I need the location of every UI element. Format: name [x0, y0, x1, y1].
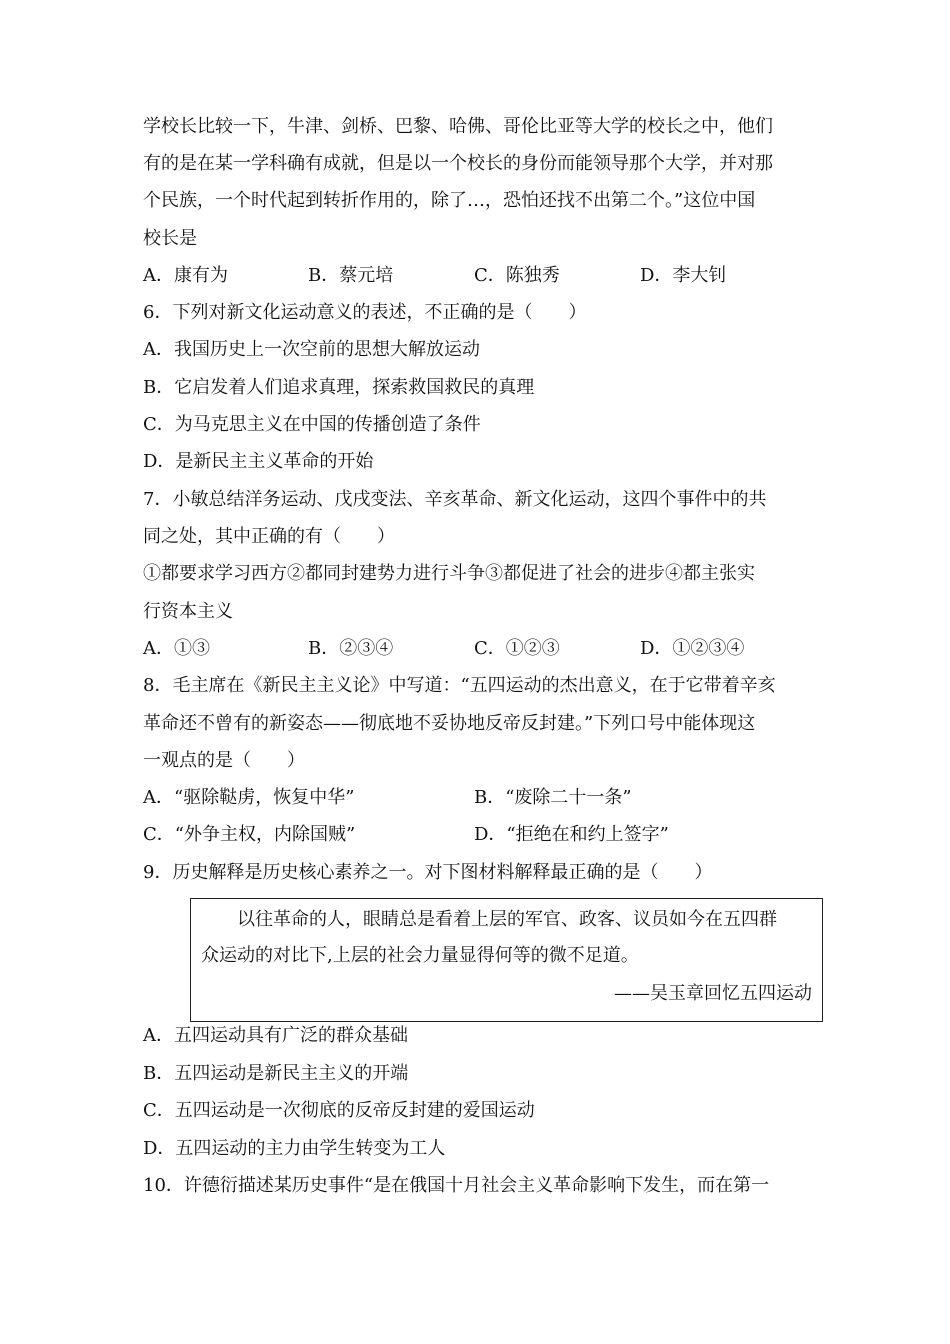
- q5-stem-line-2: 有的是在某一学科确有成就，但是以一个校长的身份而能领导那个大学，并对那: [143, 153, 773, 174]
- q9-quote-line-1: 以往革命的人，眼睛总是看着上层的军官、政客、议员如今在五四群: [237, 909, 777, 930]
- q8-option-d: D．“拒绝在和约上签字”: [474, 824, 669, 845]
- q5-option-a: A．康有为: [143, 265, 228, 286]
- q5-stem-line-4: 校长是: [143, 228, 197, 249]
- q9-option-d: D．五四运动的主力由学生转变为工人: [143, 1138, 446, 1159]
- q6-option-b: B．它启发着人们追求真理，探索救国救民的真理: [143, 377, 535, 398]
- q6-option-c: C．为马克思主义在中国的传播创造了条件: [143, 414, 481, 435]
- q9-quote-box: [190, 898, 823, 1022]
- q7-option-b: B．②③④: [308, 638, 394, 659]
- q8-option-b: B．“废除二十一条”: [474, 787, 632, 808]
- q7-option-c: C．①②③: [474, 638, 560, 659]
- q6-stem: 6．下列对新文化运动意义的表述，不正确的是（ ）: [143, 302, 587, 323]
- q8-stem-line-3: 一观点的是（ ）: [143, 750, 305, 771]
- q8-option-c: C．“外争主权，内除国贼”: [143, 824, 356, 845]
- q8-stem-line-1: 8．毛主席在《新民主主义论》中写道：“五四运动的杰出意义，在于它带着辛亥: [143, 675, 776, 696]
- q8-option-a: A．“驱除鞑虏，恢复中华”: [143, 787, 355, 808]
- q7-option-d: D．①②③④: [640, 638, 745, 659]
- q5-option-d: D．李大钊: [640, 265, 727, 286]
- q9-option-a: A．五四运动具有广泛的群众基础: [143, 1025, 408, 1046]
- q7-stem-line-3: ①都要求学习西方②都同封建势力进行斗争③都促进了社会的进步④都主张实: [143, 563, 755, 584]
- q9-option-b: B．五四运动是新民主主义的开端: [143, 1063, 409, 1084]
- q5-option-b: B．蔡元培: [308, 265, 394, 286]
- q5-stem-line-3: 个民族，一个时代起到转折作用的，除了…，恐怕还找不出第二个。”这位中国: [143, 190, 756, 211]
- q9-stem: 9．历史解释是历史核心素养之一。对下图材料解释最正确的是（ ）: [143, 862, 713, 883]
- q9-quote-line-2: 众运动的对比下,上层的社会力量显得何等的微不足道。: [201, 945, 639, 966]
- q8-stem-line-2: 革命还不曾有的新姿态——彻底地不妥协地反帝反封建。”下列口号中能体现这: [143, 713, 756, 734]
- q7-stem-line-4: 行资本主义: [143, 601, 233, 622]
- q10-stem: 10．许德衍描述某历史事件“是在俄国十月社会主义革命影响下发生，而在第一: [143, 1175, 770, 1196]
- q6-option-a: A．我国历史上一次空前的思想大解放运动: [143, 339, 480, 360]
- q6-option-d: D．是新民主主义革命的开始: [143, 451, 374, 472]
- q7-stem-line-2: 同之处，其中正确的有（ ）: [143, 526, 395, 547]
- q9-option-c: C．五四运动是一次彻底的反帝反封建的爱国运动: [143, 1100, 535, 1121]
- q5-option-c: C．陈独秀: [474, 265, 560, 286]
- q9-quote-source: ——吴玉章回忆五四运动: [614, 983, 812, 1004]
- q7-stem-line-1: 7．小敏总结洋务运动、戊戌变法、辛亥革命、新文化运动，这四个事件中的共: [143, 489, 767, 510]
- q5-stem-line-1: 学校长比较一下，牛津、剑桥、巴黎、哈佛、哥伦比亚等大学的校长之中，他们: [143, 116, 773, 137]
- q7-option-a: A．①③: [143, 638, 210, 659]
